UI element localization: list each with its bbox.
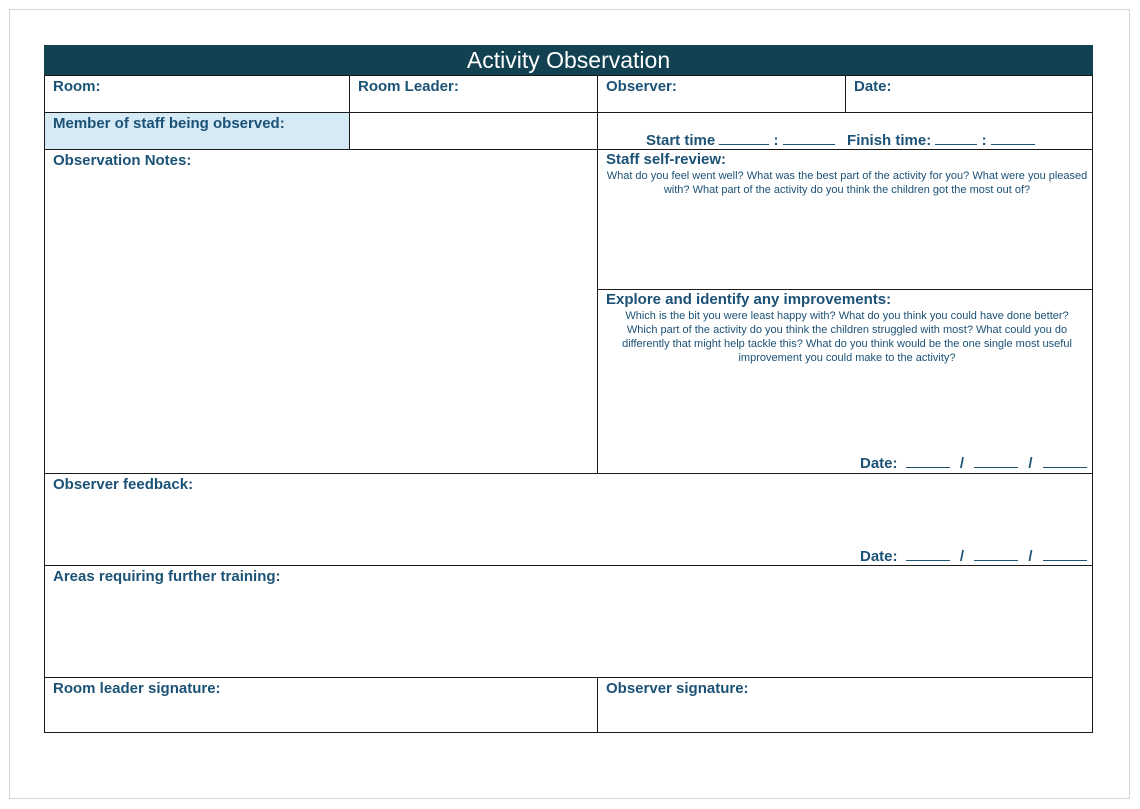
member-of-staff-field[interactable] [349, 112, 598, 150]
observer-field[interactable] [597, 75, 846, 113]
improvements-question: Which is the bit you were least happy with? What do you think you could have done better? Which part of the activity do you think the children struggled with most? What could you do differently that might help tackle this? What do you think would be the one single most useful improvement you could make to the activity? [622, 310, 1072, 364]
observer-feedback-field[interactable] [44, 473, 1093, 566]
observer-signature-label: Observer signature: [606, 680, 749, 697]
finish-time-label: Finish time: [847, 132, 932, 149]
form-title: Activity Observation [44, 45, 1093, 76]
improvements-date-label: Date: [860, 455, 898, 472]
room-field[interactable] [44, 75, 350, 113]
staff-self-review-field[interactable] [597, 149, 1093, 290]
time-row [646, 132, 1035, 149]
finish-minute-blank[interactable] [991, 132, 1035, 145]
start-time-colon: : [773, 132, 779, 149]
improvements-date-slash-1: / [959, 455, 965, 472]
staff-self-review-question: What do you feel went well? What was the best part of the activity for you? What were you pleased with? What part of the activity do you think the children got the most out of? [606, 170, 1088, 196]
staff-self-review-label: Staff self-review: [606, 151, 727, 168]
member-of-staff-label: Member of staff being observed: [53, 115, 285, 132]
date-field[interactable] [845, 75, 1093, 113]
feedback-month-blank[interactable] [974, 548, 1018, 561]
start-hour-blank[interactable] [719, 132, 769, 145]
date-label: Date: [854, 78, 892, 95]
feedback-year-blank[interactable] [1043, 548, 1087, 561]
room-leader-signature-label: Room leader signature: [53, 680, 221, 697]
improvements-field[interactable] [597, 289, 1093, 474]
finish-time-colon: : [981, 132, 987, 149]
observer-feedback-label: Observer feedback: [53, 476, 194, 493]
start-minute-blank[interactable] [783, 132, 835, 145]
improvements-day-blank[interactable] [906, 455, 950, 468]
feedback-date-slash-2: / [1028, 548, 1033, 565]
improvements-date-slash-2: / [1028, 455, 1033, 472]
improvements-month-blank[interactable] [974, 455, 1018, 468]
observation-notes-label: Observation Notes: [53, 152, 192, 169]
improvements-year-blank[interactable] [1043, 455, 1087, 468]
observer-label: Observer: [606, 78, 677, 95]
feedback-date-slash-1: / [959, 548, 965, 565]
room-leader-label: Room Leader: [358, 78, 459, 95]
member-of-staff-label-cell [44, 112, 350, 150]
feedback-date-label: Date: [860, 548, 898, 565]
observation-notes-field[interactable] [44, 149, 598, 474]
time-field[interactable] [597, 112, 1093, 150]
further-training-label: Areas requiring further training: [53, 568, 281, 585]
finish-hour-blank[interactable] [935, 132, 977, 145]
improvements-label: Explore and identify any improvements: [606, 291, 892, 308]
room-leader-signature-field[interactable] [44, 677, 598, 733]
room-label: Room: [53, 78, 101, 95]
start-time-label: Start time [646, 132, 716, 149]
observer-signature-field[interactable] [597, 677, 1093, 733]
feedback-day-blank[interactable] [906, 548, 950, 561]
improvements-date-row [860, 455, 1087, 472]
feedback-date-row [860, 548, 1087, 565]
room-leader-field[interactable] [349, 75, 598, 113]
observation-form [44, 45, 1093, 733]
further-training-field[interactable] [44, 565, 1093, 678]
